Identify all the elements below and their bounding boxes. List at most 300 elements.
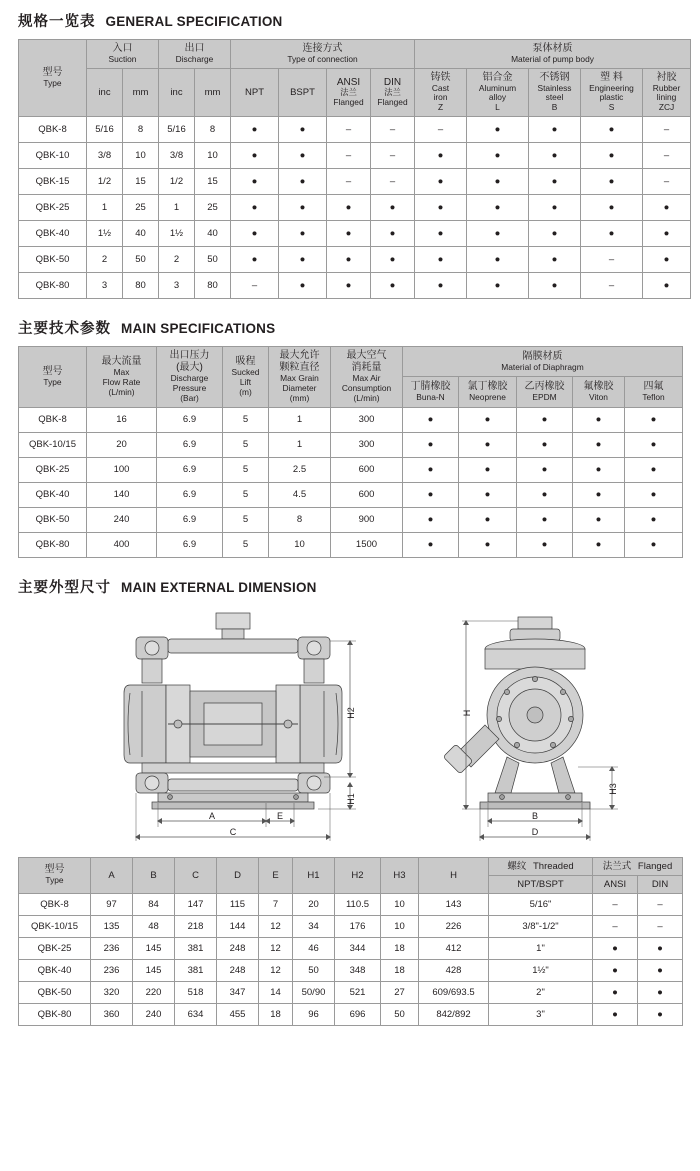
cell-alum: ● <box>467 195 529 221</box>
table-row <box>19 893 683 915</box>
cell-d: 455 <box>217 1003 259 1025</box>
cell-viton: ● <box>573 457 625 482</box>
th-plastic-en2: plastic <box>599 92 624 103</box>
th-suction <box>87 40 159 69</box>
th-ss-code: B <box>551 102 558 113</box>
cell-suction-inc: 3 <box>87 273 123 299</box>
cell-discharge-mm: 8 <box>195 117 231 143</box>
cell-e: 18 <box>259 1003 293 1025</box>
cell-h1: 96 <box>293 1003 335 1025</box>
cell-suction-inc: 2 <box>87 247 123 273</box>
cell-grain: 4.5 <box>269 482 331 507</box>
cell-type: QBK-25 <box>19 195 87 221</box>
cell-h: 412 <box>419 937 489 959</box>
th-flow-en2: Flow Rate <box>102 376 141 387</box>
table-row <box>19 507 683 532</box>
cell-h: 609/693.5 <box>419 981 489 1003</box>
section-title-main-en: MAIN SPECIFICATIONS <box>121 321 276 337</box>
cell-ansi: – <box>327 169 371 195</box>
th-flow-unit: (L/min) <box>108 386 135 397</box>
th-ss-en: Stainless <box>537 82 572 93</box>
cell-bspt: ● <box>279 143 327 169</box>
cell-ansi: – <box>593 893 638 915</box>
cell-din: ● <box>371 273 415 299</box>
cell-pressure: 6.9 <box>157 507 223 532</box>
cell-e: 14 <box>259 981 293 1003</box>
cell-b: 48 <box>133 915 175 937</box>
cell-air: 1500 <box>331 532 403 557</box>
th-e: E <box>259 857 293 893</box>
section-title-dimension <box>18 576 700 597</box>
cell-type: QBK-10/15 <box>19 432 87 457</box>
th-b: B <box>133 857 175 893</box>
th-din: DIN <box>638 875 683 893</box>
cell-discharge-mm: 40 <box>195 221 231 247</box>
cell-pressure: 6.9 <box>157 407 223 432</box>
cell-c: 381 <box>175 959 217 981</box>
cell-grain: 8 <box>269 507 331 532</box>
th-lift-unit: (m) <box>239 386 252 397</box>
th-ansi <box>327 68 371 117</box>
table-row <box>19 532 683 557</box>
cell-discharge-inc: 5/16 <box>159 117 195 143</box>
table-row <box>19 247 691 273</box>
cell-thread: 3/8"-1/2" <box>489 915 593 937</box>
cell-e: 12 <box>259 937 293 959</box>
th-pressure-en2: Pressure <box>172 382 207 393</box>
cell-air: 900 <box>331 507 403 532</box>
cell-rubber: – <box>643 143 691 169</box>
cell-lift: 5 <box>223 407 269 432</box>
table-row <box>19 937 683 959</box>
th-pressure-cn2: (最大) <box>176 362 203 374</box>
cell-suction-mm: 25 <box>123 195 159 221</box>
cell-h: 428 <box>419 959 489 981</box>
cell-ansi: ● <box>327 221 371 247</box>
cell-suction-mm: 40 <box>123 221 159 247</box>
cell-h3: 50 <box>381 1003 419 1025</box>
label-h1: H1 <box>346 792 356 805</box>
th-ss-en2: steel <box>545 92 564 103</box>
cell-neoprene: ● <box>459 457 517 482</box>
th-body <box>415 40 691 69</box>
cell-a: 320 <box>91 981 133 1003</box>
cell-buna: ● <box>403 532 459 557</box>
table-row <box>19 457 683 482</box>
cell-suction-inc: 3/8 <box>87 143 123 169</box>
th-discharge-mm: mm <box>195 68 231 117</box>
cell-teflon: ● <box>625 532 683 557</box>
cell-din: – <box>371 117 415 143</box>
cell-ss: ● <box>529 169 581 195</box>
th-rubber <box>643 68 691 117</box>
cell-buna: ● <box>403 432 459 457</box>
cell-d: 248 <box>217 937 259 959</box>
th-stainless <box>529 68 581 117</box>
th-type-en: Type <box>45 875 64 886</box>
th-type-cn: 型号 <box>42 67 63 79</box>
th-type-cn: 型号 <box>42 366 63 378</box>
cell-thread: 1" <box>489 937 593 959</box>
cell-alum: ● <box>467 143 529 169</box>
cell-din: ● <box>638 959 683 981</box>
cell-din: ● <box>371 195 415 221</box>
cell-h1: 34 <box>293 915 335 937</box>
cell-discharge-mm: 15 <box>195 169 231 195</box>
cell-discharge-inc: 3 <box>159 273 195 299</box>
cell-type: QBK-40 <box>19 221 87 247</box>
cell-ansi: ● <box>327 273 371 299</box>
cell-ss: ● <box>529 143 581 169</box>
cell-type: QBK-50 <box>19 507 87 532</box>
cell-ansi: – <box>327 117 371 143</box>
cell-h2: 696 <box>335 1003 381 1025</box>
cell-d: 248 <box>217 959 259 981</box>
th-discharge-pressure <box>157 347 223 407</box>
section-title-main <box>18 317 700 338</box>
cell-h: 143 <box>419 893 489 915</box>
section-title-dimension-en: MAIN EXTERNAL DIMENSION <box>121 579 317 595</box>
cell-rubber: ● <box>643 221 691 247</box>
th-teflon <box>625 377 683 407</box>
cell-rubber: ● <box>643 273 691 299</box>
cell-teflon: ● <box>625 407 683 432</box>
th-suction-mm: mm <box>123 68 159 117</box>
th-viton-en: Viton <box>589 391 608 402</box>
cell-plastic: – <box>581 273 643 299</box>
cell-flow: 240 <box>87 507 157 532</box>
cell-grain: 1 <box>269 432 331 457</box>
cell-h1: 46 <box>293 937 335 959</box>
general-table-body <box>19 117 691 299</box>
th-grain-cn: 最大允许 <box>279 350 320 362</box>
section-title-general-cn: 规格一览表 <box>18 14 96 30</box>
cell-din: ● <box>371 247 415 273</box>
cell-plastic: ● <box>581 143 643 169</box>
th-sucked-lift <box>223 347 269 407</box>
table-row <box>19 981 683 1003</box>
label-a: A <box>208 810 216 821</box>
cell-viton: ● <box>573 407 625 432</box>
cell-c: 518 <box>175 981 217 1003</box>
cell-plastic: ● <box>581 195 643 221</box>
cell-bspt: ● <box>279 117 327 143</box>
cell-npt: ● <box>231 117 279 143</box>
cell-din: – <box>371 169 415 195</box>
general-specification-table <box>18 39 691 299</box>
th-teflon-cn: 四氟 <box>643 381 664 393</box>
th-buna-en: Buna-N <box>416 391 445 402</box>
label-d: D <box>531 826 539 837</box>
cell-type: QBK-10/15 <box>19 915 91 937</box>
th-alum-cn: 铝合金 <box>482 71 513 83</box>
cell-d: 144 <box>217 915 259 937</box>
label-h: H <box>462 709 472 716</box>
cell-type: QBK-80 <box>19 532 87 557</box>
cell-thread: 3" <box>489 1003 593 1025</box>
th-cast-en: Cast <box>431 82 450 93</box>
table-header-row <box>19 347 683 377</box>
cell-type: QBK-8 <box>19 893 91 915</box>
cell-alum: ● <box>467 273 529 299</box>
th-aluminum <box>467 68 529 117</box>
cell-viton: ● <box>573 432 625 457</box>
cell-air: 600 <box>331 457 403 482</box>
label-b: B <box>531 810 539 821</box>
cell-c: 218 <box>175 915 217 937</box>
th-din <box>371 68 415 117</box>
th-viton-cn: 氟橡胶 <box>583 381 614 393</box>
th-diaphragm <box>403 347 683 377</box>
front-view-drawing <box>124 613 356 841</box>
cell-cast: ● <box>415 143 467 169</box>
dimension-table-body <box>19 893 683 1025</box>
table-header-row <box>19 857 683 875</box>
th-grain-cn2: 颗粒直径 <box>279 362 320 374</box>
th-connection-en: Type of connection <box>287 53 358 64</box>
section-title-dimension-cn: 主要外型尺寸 <box>18 579 111 596</box>
cell-flow: 20 <box>87 432 157 457</box>
cell-b: 240 <box>133 1003 175 1025</box>
th-neoprene <box>459 377 517 407</box>
th-pressure-cn: 出口压力 <box>169 350 210 362</box>
cell-bspt: ● <box>279 247 327 273</box>
cell-alum: ● <box>467 117 529 143</box>
cell-din: – <box>638 893 683 915</box>
cell-din: ● <box>638 981 683 1003</box>
cell-neoprene: ● <box>459 507 517 532</box>
cell-plastic: – <box>581 247 643 273</box>
cell-e: 12 <box>259 959 293 981</box>
th-flanged <box>593 857 683 875</box>
cell-npt: ● <box>231 221 279 247</box>
cell-ansi: ● <box>593 937 638 959</box>
th-flow-cn: 最大流量 <box>101 356 142 368</box>
th-npt-bspt: NPT/BSPT <box>489 875 593 893</box>
cell-rubber: ● <box>643 195 691 221</box>
cell-type: QBK-50 <box>19 247 87 273</box>
cell-suction-mm: 80 <box>123 273 159 299</box>
cell-air: 300 <box>331 432 403 457</box>
cell-lift: 5 <box>223 457 269 482</box>
cell-neoprene: ● <box>459 532 517 557</box>
th-pressure-en: Discharge <box>170 372 209 383</box>
th-discharge-cn: 出口 <box>184 43 205 54</box>
cell-flow: 16 <box>87 407 157 432</box>
cell-npt: ● <box>231 169 279 195</box>
cell-din: ● <box>638 937 683 959</box>
cell-buna: ● <box>403 457 459 482</box>
table-row <box>19 273 691 299</box>
cell-h3: 27 <box>381 981 419 1003</box>
th-air-cn2: 消耗量 <box>351 362 382 374</box>
cell-e: 7 <box>259 893 293 915</box>
cell-h3: 18 <box>381 959 419 981</box>
cell-cast: – <box>415 117 467 143</box>
th-epdm <box>517 377 573 407</box>
cell-epdm: ● <box>517 507 573 532</box>
th-neoprene-cn: 氯丁橡胶 <box>467 381 508 393</box>
th-buna-cn: 丁腈橡胶 <box>410 381 451 393</box>
table-row <box>19 221 691 247</box>
th-discharge-inc: inc <box>159 68 195 117</box>
th-flanged-en: Flanged <box>637 860 673 872</box>
th-rubber-en2: lining <box>656 92 677 103</box>
th-type <box>19 347 87 407</box>
cell-h3: 10 <box>381 915 419 937</box>
th-plastic-code: S <box>608 102 615 113</box>
cell-din: – <box>638 915 683 937</box>
cell-teflon: ● <box>625 482 683 507</box>
cell-ss: ● <box>529 221 581 247</box>
cell-ansi: ● <box>327 195 371 221</box>
cell-ss: ● <box>529 247 581 273</box>
pump-drawings-svg <box>18 607 682 847</box>
th-din-label: DIN <box>383 76 402 88</box>
table-header-row <box>19 40 691 69</box>
label-c: C <box>229 826 237 837</box>
cell-epdm: ● <box>517 432 573 457</box>
th-max-grain <box>269 347 331 407</box>
th-pressure-unit: (Bar) <box>180 392 199 403</box>
cell-h3: 18 <box>381 937 419 959</box>
external-dimension-table <box>18 857 683 1026</box>
th-suction-en: Suction <box>108 53 137 64</box>
cell-grain: 10 <box>269 532 331 557</box>
th-rubber-code: ZCJ <box>658 102 675 113</box>
cell-thread: 2" <box>489 981 593 1003</box>
cell-type: QBK-40 <box>19 482 87 507</box>
th-viton <box>573 377 625 407</box>
cell-flow: 100 <box>87 457 157 482</box>
cell-type: QBK-80 <box>19 1003 91 1025</box>
cell-bspt: ● <box>279 169 327 195</box>
cell-discharge-mm: 80 <box>195 273 231 299</box>
th-discharge-en: Discharge <box>175 53 214 64</box>
th-teflon-en: Teflon <box>642 391 665 402</box>
cell-c: 634 <box>175 1003 217 1025</box>
cell-neoprene: ● <box>459 407 517 432</box>
cell-type: QBK-8 <box>19 117 87 143</box>
cell-type: QBK-15 <box>19 169 87 195</box>
cell-a: 236 <box>91 937 133 959</box>
cell-h3: 10 <box>381 893 419 915</box>
cell-type: QBK-50 <box>19 981 91 1003</box>
th-h: H <box>419 857 489 893</box>
cell-npt: ● <box>231 247 279 273</box>
cell-buna: ● <box>403 407 459 432</box>
label-h3: H3 <box>608 782 618 795</box>
cell-ansi: – <box>327 143 371 169</box>
cell-alum: ● <box>467 169 529 195</box>
cell-plastic: ● <box>581 221 643 247</box>
cell-ss: ● <box>529 273 581 299</box>
table-row <box>19 432 683 457</box>
cell-suction-inc: 1½ <box>87 221 123 247</box>
cell-e: 12 <box>259 915 293 937</box>
th-threaded-en: Threaded <box>532 860 574 872</box>
th-suction-cn: 入口 <box>112 43 133 54</box>
section-title-general <box>18 10 700 31</box>
th-h3: H3 <box>381 857 419 893</box>
cell-ansi: – <box>593 915 638 937</box>
cell-npt: ● <box>231 195 279 221</box>
cell-din: ● <box>371 221 415 247</box>
cell-rubber: ● <box>643 247 691 273</box>
cell-viton: ● <box>573 507 625 532</box>
cell-alum: ● <box>467 247 529 273</box>
cell-h: 842/892 <box>419 1003 489 1025</box>
cell-h1: 50 <box>293 959 335 981</box>
th-diaphragm-en: Material of Diaphragm <box>501 361 584 372</box>
cell-b: 84 <box>133 893 175 915</box>
th-neoprene-en: Neoprene <box>469 391 506 402</box>
cell-discharge-inc: 1 <box>159 195 195 221</box>
cell-neoprene: ● <box>459 432 517 457</box>
cell-suction-inc: 1/2 <box>87 169 123 195</box>
cell-npt: – <box>231 273 279 299</box>
th-air-en: Max Air <box>352 372 381 383</box>
cell-a: 135 <box>91 915 133 937</box>
cell-pressure: 6.9 <box>157 432 223 457</box>
th-diaphragm-cn: 隔膜材质 <box>522 350 563 362</box>
cell-ansi: ● <box>593 1003 638 1025</box>
cell-cast: ● <box>415 169 467 195</box>
cell-pressure: 6.9 <box>157 482 223 507</box>
th-connection <box>231 40 415 69</box>
cell-discharge-mm: 25 <box>195 195 231 221</box>
cell-lift: 5 <box>223 482 269 507</box>
th-epdm-en: EPDM <box>532 391 557 402</box>
cell-h: 226 <box>419 915 489 937</box>
side-view-drawing <box>443 617 618 841</box>
th-c: C <box>175 857 217 893</box>
cell-h2: 110.5 <box>335 893 381 915</box>
th-a: A <box>91 857 133 893</box>
cell-epdm: ● <box>517 482 573 507</box>
th-h2: H2 <box>335 857 381 893</box>
cell-teflon: ● <box>625 507 683 532</box>
cell-pressure: 6.9 <box>157 532 223 557</box>
label-e: E <box>276 810 284 821</box>
cell-type: QBK-10 <box>19 143 87 169</box>
th-grain-unit: (mm) <box>289 392 310 403</box>
th-alum-en: Aluminum <box>478 82 517 93</box>
cell-ss: ● <box>529 195 581 221</box>
cell-cast: ● <box>415 273 467 299</box>
th-flow-rate <box>87 347 157 407</box>
cell-flow: 400 <box>87 532 157 557</box>
th-air-cn: 最大空气 <box>346 350 387 362</box>
th-body-cn: 泵体材质 <box>532 43 573 54</box>
cell-d: 115 <box>217 893 259 915</box>
th-cast-en2: iron <box>433 92 448 103</box>
cell-lift: 5 <box>223 507 269 532</box>
cell-a: 360 <box>91 1003 133 1025</box>
th-type-en: Type <box>43 78 62 89</box>
cell-h2: 176 <box>335 915 381 937</box>
cell-ansi: ● <box>593 981 638 1003</box>
cell-suction-inc: 1 <box>87 195 123 221</box>
cell-h2: 344 <box>335 937 381 959</box>
th-npt: NPT <box>231 68 279 117</box>
cell-plastic: ● <box>581 117 643 143</box>
cell-cast: ● <box>415 247 467 273</box>
cell-ansi: ● <box>327 247 371 273</box>
th-lift-en2: Lift <box>239 376 252 387</box>
cell-b: 145 <box>133 959 175 981</box>
th-bspt: BSPT <box>279 68 327 117</box>
